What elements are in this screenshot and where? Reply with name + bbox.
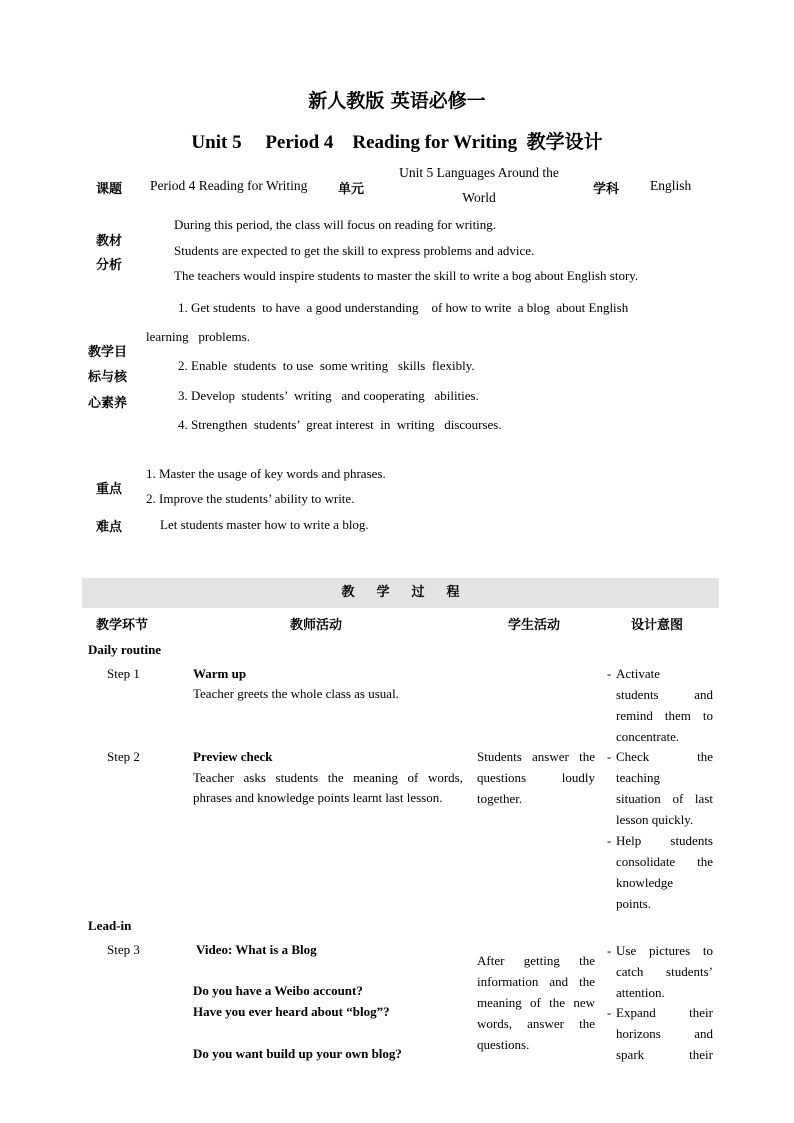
- student-line: meaning of the new: [477, 995, 595, 1010]
- edition-title: 新人教版 英语必修一: [308, 90, 486, 112]
- key-point-2: 2. Improve the students’ ability to write.: [146, 491, 355, 506]
- objectives-label-3: 心素养: [88, 396, 128, 411]
- lesson-title: Unit 5 Period 4 Reading for Writing 教学设计: [191, 132, 603, 153]
- step2-title: Preview check: [193, 749, 273, 764]
- intent-line: attention.: [616, 985, 665, 1000]
- objective-1a: 1. Get students to have a good understanding of how to write a blog about English: [178, 300, 629, 315]
- subject-value: English: [650, 178, 692, 193]
- student-line: words, answer the: [477, 1016, 595, 1031]
- header-student: 学生活动: [508, 618, 561, 633]
- step3-label: Step 3: [107, 942, 140, 957]
- intent-line: spark their: [616, 1047, 713, 1062]
- intent-line: situation of last: [616, 791, 713, 806]
- unit-value-line1: Unit 5 Languages Around the: [399, 165, 559, 180]
- unit-value-line2: World: [462, 190, 496, 205]
- step3-student: [477, 950, 595, 1055]
- intent-line: catch students’: [616, 964, 713, 979]
- intent-line: horizons and: [616, 1026, 713, 1041]
- objective-2: 2. Enable students to use some writing skills flexibly.: [178, 358, 475, 373]
- header-teacher: 教师活动: [290, 618, 343, 633]
- process-bar: [82, 578, 719, 608]
- student-line: After getting the: [477, 953, 595, 968]
- step1-text: Teacher greets the whole class as usual.: [193, 686, 399, 701]
- objective-4: 4. Strengthen students’ great interest in writing discourses.: [178, 417, 502, 432]
- intent-line: concentrate.: [616, 729, 680, 744]
- objective-3: 3. Develop students’ writing and cooperating abilities.: [178, 388, 479, 403]
- header-intent: 设计意图: [631, 618, 684, 633]
- step1-label: Step 1: [107, 666, 140, 681]
- intent-line: knowledge: [616, 875, 674, 890]
- subject-label: 学科: [593, 182, 620, 197]
- student-line: Students answer the: [477, 749, 595, 764]
- unit-label: 单元: [338, 182, 365, 197]
- process-bar-title: 教学过程: [341, 585, 482, 600]
- section-daily-routine: Daily routine: [88, 642, 162, 657]
- key-points-label: 重点: [96, 482, 123, 497]
- step3-question-1: Do you have a Weibo account?: [193, 983, 363, 998]
- analysis-line-1: During this period, the class will focus on reading for writing.: [174, 217, 497, 232]
- analysis-label-2: 分析: [96, 258, 123, 273]
- header-stage: 教学环节: [96, 618, 149, 633]
- student-line: information and the: [477, 974, 595, 989]
- step2-text-1: Teacher asks students the meaning of words,: [193, 770, 463, 785]
- step3-title: Video: What is a Blog: [196, 942, 317, 957]
- intent-line: students and: [616, 687, 713, 702]
- step3-question-2: Have you ever heard about “blog”?: [193, 1004, 390, 1019]
- key-point-1: 1. Master the usage of key words and phrases.: [146, 466, 386, 481]
- section-lead-in: Lead-in: [88, 918, 132, 933]
- intent-line: - Use pictures to: [616, 943, 713, 958]
- student-line: together.: [477, 791, 523, 806]
- step1-title: Warm up: [193, 666, 247, 681]
- intent-line: - Expand their: [616, 1005, 713, 1020]
- objectives-label-1: 教学目: [88, 345, 128, 360]
- step3-intent-1: [607, 940, 713, 1003]
- analysis-label-1: 教材: [96, 234, 123, 249]
- step2-text-2: phrases and knowledge points learnt last lesson.: [193, 790, 443, 805]
- step1-intent: [607, 663, 713, 747]
- step2-intent-1: [607, 746, 713, 830]
- analysis-line-3: The teachers would inspire students to master the skill to write a bog about English story.: [174, 268, 639, 283]
- topic-value: Period 4 Reading for Writing: [150, 178, 308, 193]
- analysis-line-2: Students are expected to get the skill to express problems and advice.: [174, 243, 535, 258]
- topic-label: 课题: [96, 182, 123, 197]
- difficult-point: Let students master how to write a blog.: [160, 517, 369, 532]
- step3-question-3: Do you want build up your own blog?: [193, 1046, 402, 1061]
- objective-1b: learning problems.: [146, 329, 250, 344]
- step3-intent-2: [607, 1002, 713, 1065]
- student-line: questions.: [477, 1037, 530, 1052]
- intent-line: - Help students: [616, 833, 713, 848]
- step2-label: Step 2: [107, 749, 140, 764]
- objectives-label-2: 标与核: [88, 370, 128, 385]
- intent-line: consolidate the: [616, 854, 713, 869]
- intent-line: - Activate: [616, 666, 661, 681]
- step2-student: [477, 746, 595, 809]
- intent-line: - Check the: [616, 749, 713, 764]
- intent-line: teaching: [616, 770, 661, 785]
- intent-line: points.: [616, 896, 652, 911]
- difficult-points-label: 难点: [96, 520, 123, 535]
- intent-line: remind them to: [616, 708, 713, 723]
- intent-line: lesson quickly.: [616, 812, 694, 827]
- student-line: questions loudly: [477, 770, 595, 785]
- step2-intent-2: [607, 830, 713, 914]
